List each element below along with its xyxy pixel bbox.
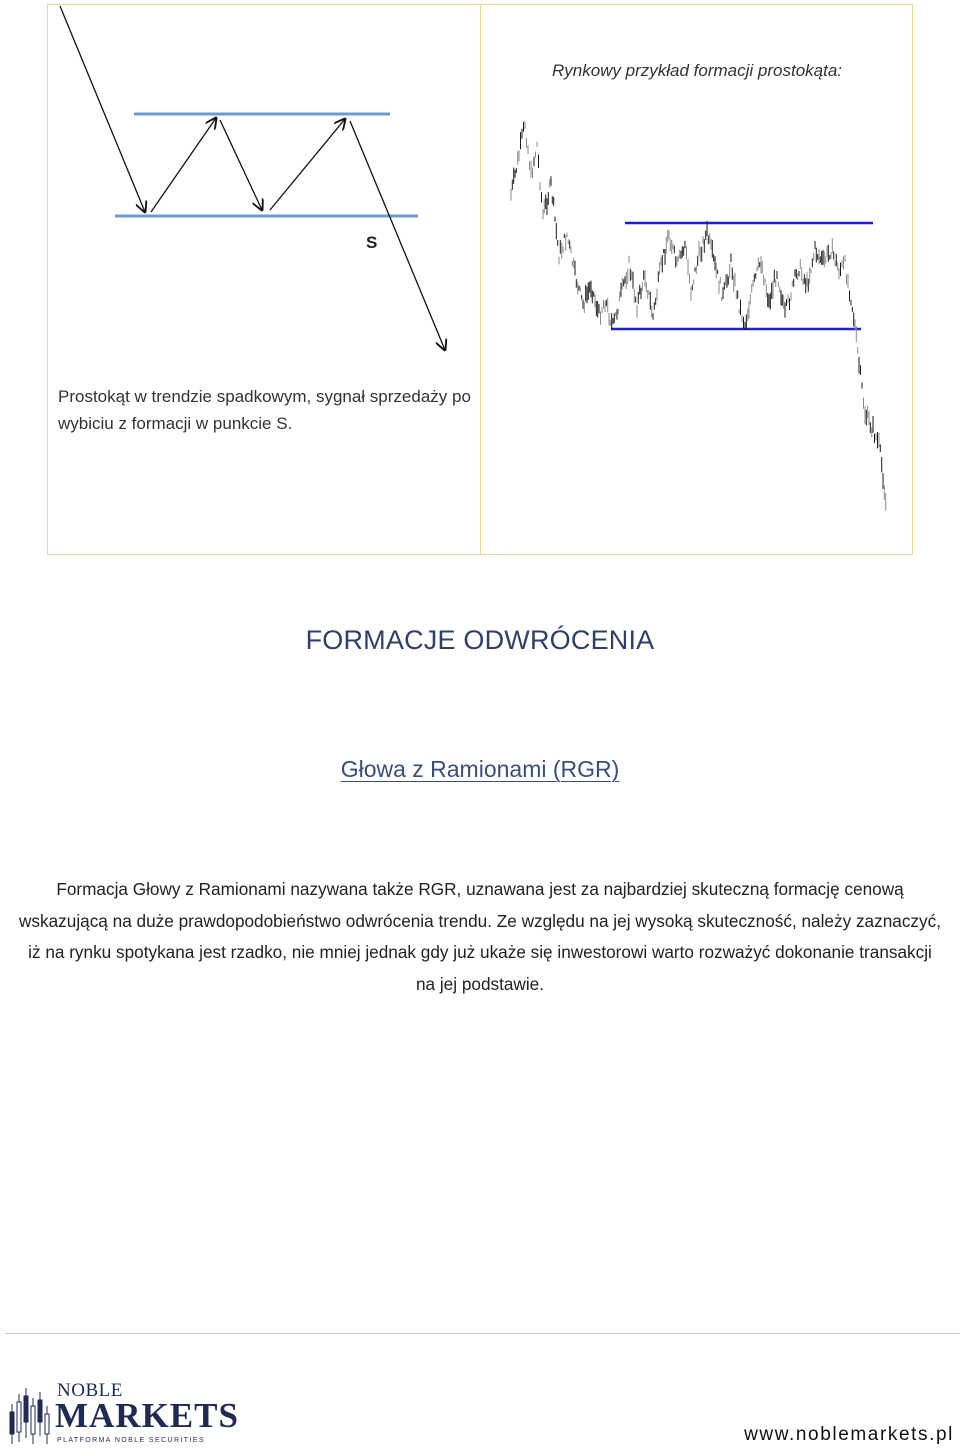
footer-rule [5,1333,960,1334]
section-title: FORMACJE ODWRÓCENIA [305,625,655,655]
rectangle-pattern-diagram [48,5,480,385]
logo-markets-text: MARKETS [55,1396,239,1435]
trend-arrow [220,120,262,210]
candlestick-logo-icon [8,1384,52,1446]
pattern-description: Formacja Głowy z Ramionami nazywana także RGR, uznawana jest za najbardziej skuteczną formację cenową wskazującą na duże prawdopodobieństwo odwrócenia trendu. Ze względu na jej wysoką skuteczność, należy zaznaczyć, iż na rynku spotykana jest rzadko, nie mniej jednak gdy już ukaże się inwestorowi warto rozważyć dokonanie transakcji na jej podstawie. [19,879,941,994]
pattern-subtitle-text: Głowa z Ramionami (RGR) [340,756,620,782]
website-url: www.noblemarkets.pl [744,1424,954,1445]
price-chart [481,5,913,556]
diagram-caption: Prostokąt w trendzie spadkowym, sygnał sprzedaży po wybiciu z formacji w punkcie S. [58,387,471,433]
trend-arrow [151,118,216,212]
price-bars [511,121,886,510]
figure-table [47,4,913,555]
logo-noble-text: NOBLE [57,1380,123,1401]
logo-tagline: PLATFORMA NOBLE SECURITIES [57,1437,205,1444]
pattern-subtitle [0,756,960,783]
breakout-point-label: S [366,233,378,252]
trend-arrow [60,6,145,212]
trend-arrow [270,119,345,210]
trend-arrow [350,121,445,350]
noble-markets-logo [8,1380,239,1446]
market-example-cell [481,5,913,554]
rectangle-diagram-cell [48,5,480,554]
market-example-caption: Rynkowy przykład formacji prostokąta: [551,61,843,80]
